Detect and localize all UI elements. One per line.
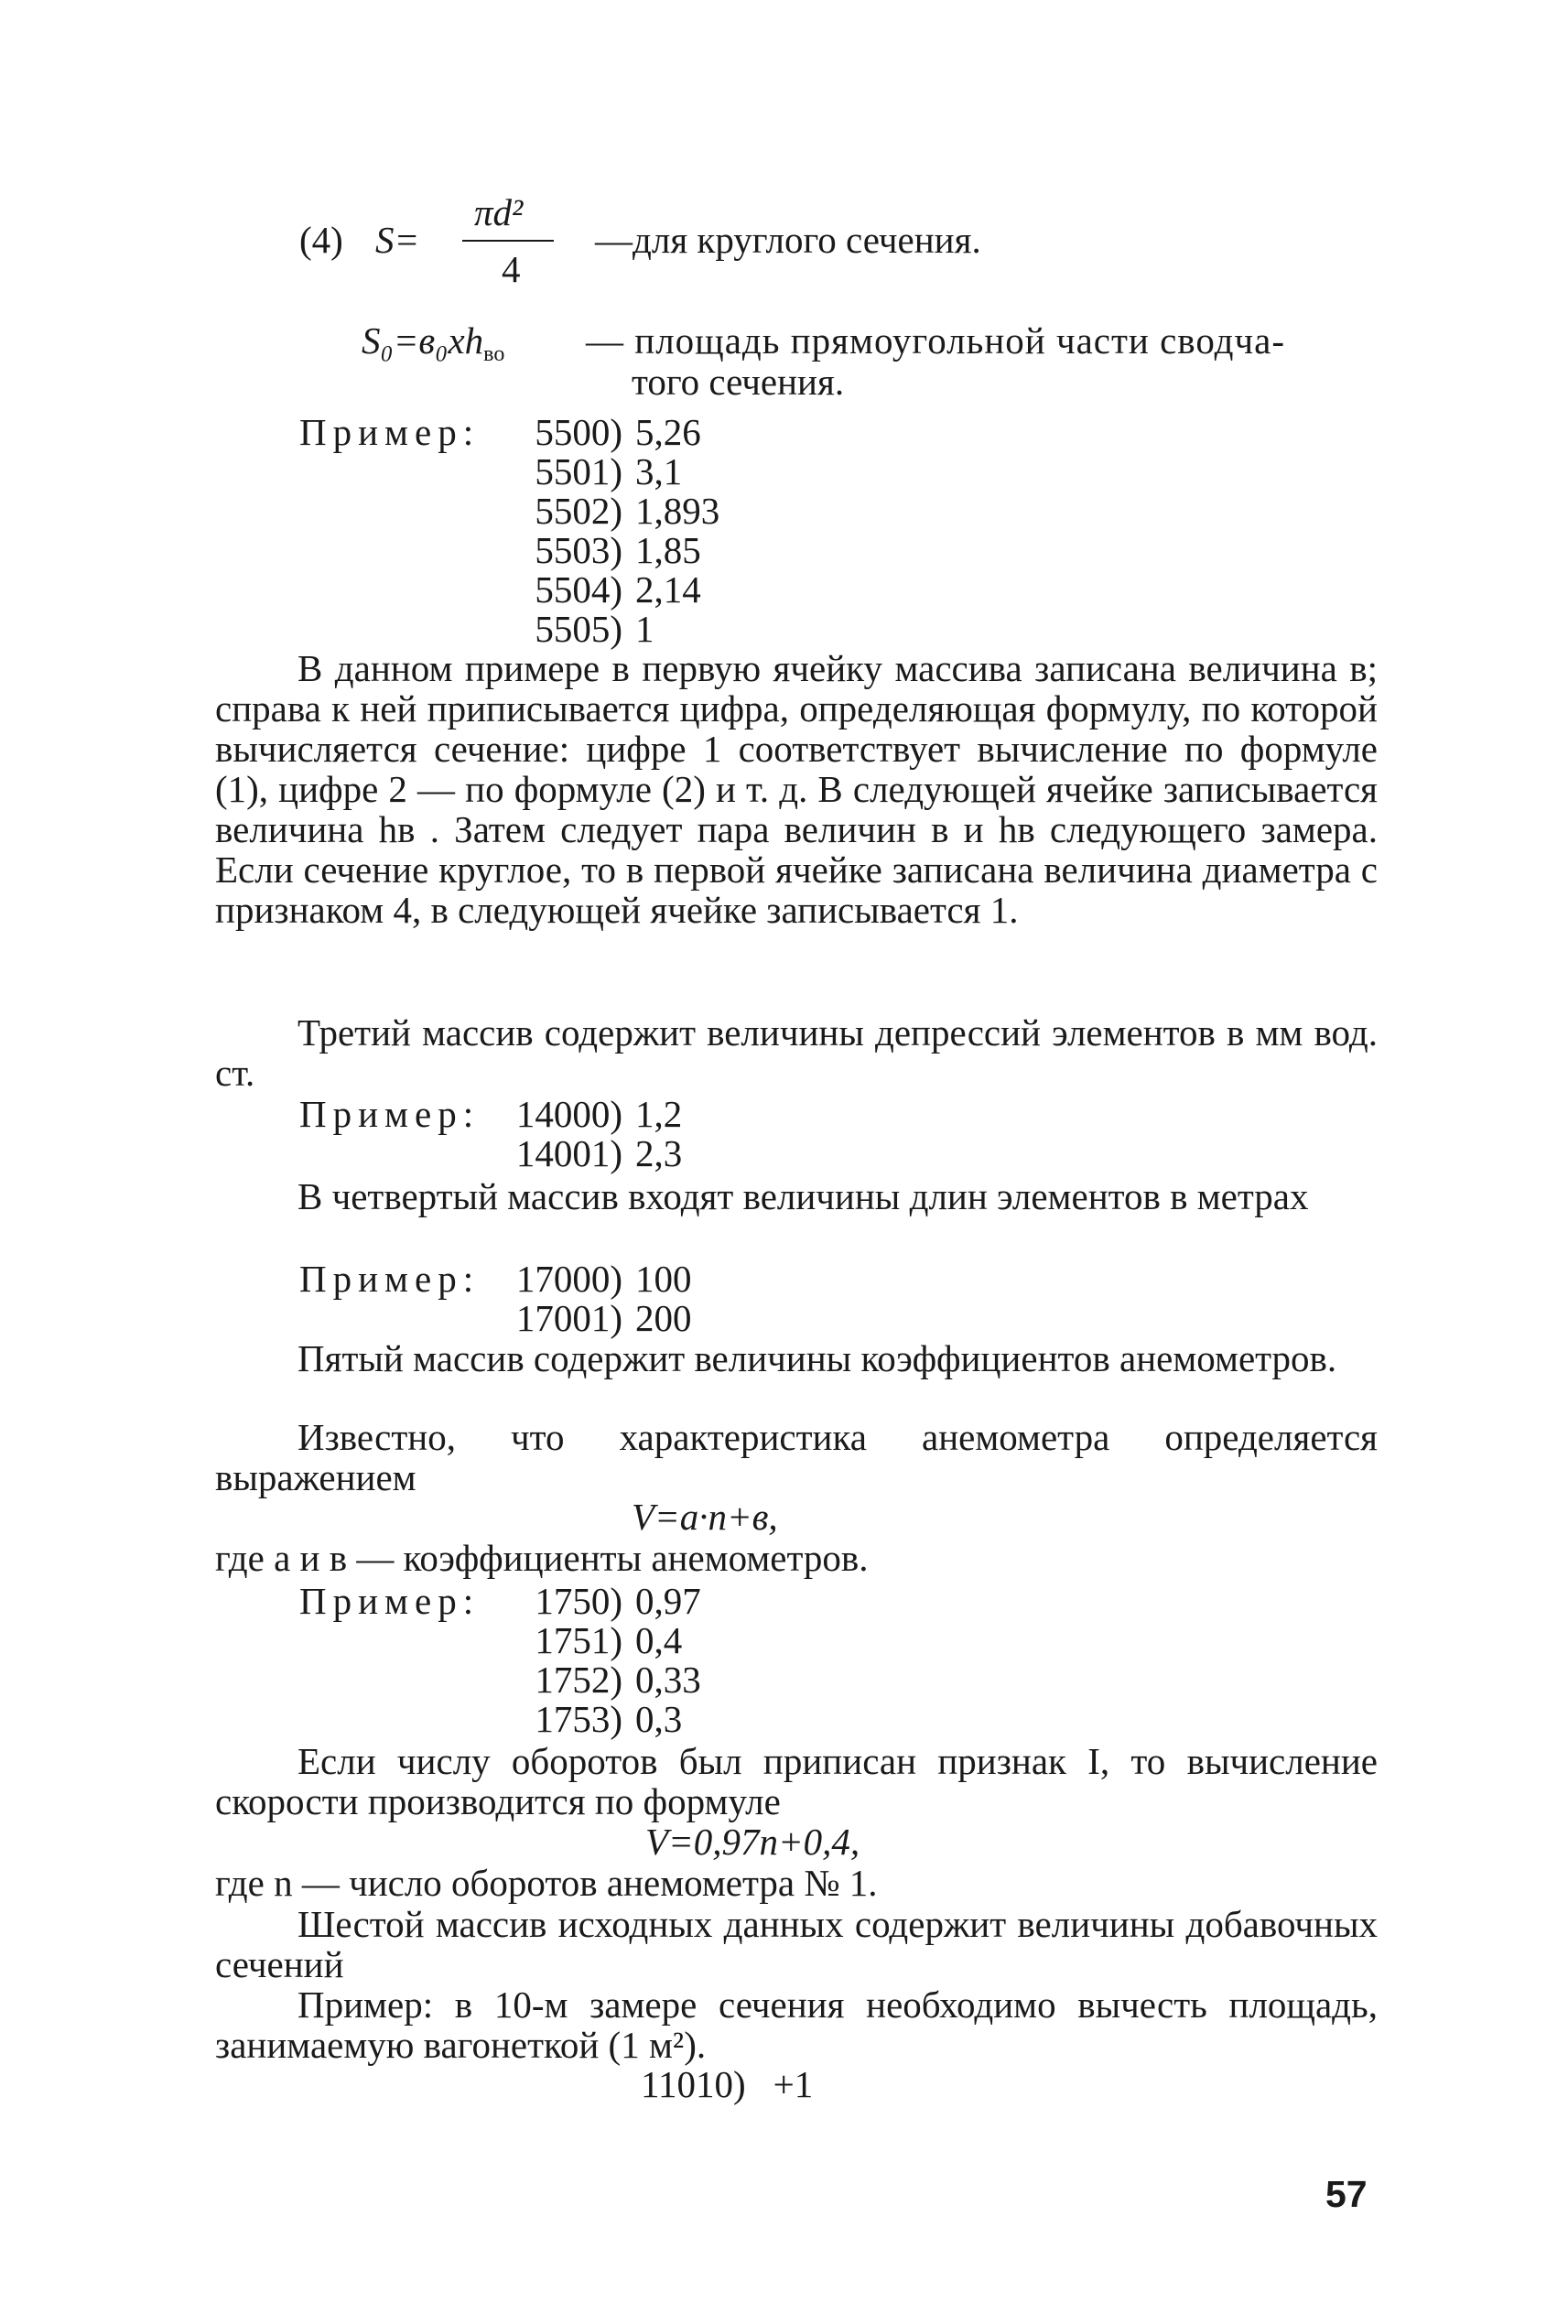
paragraph-anemometer: Известно, что характеристика анемометра определяется выражением — [215, 1416, 1378, 1498]
fraction-bar — [462, 240, 554, 242]
example-label-1: Пример: — [299, 411, 481, 453]
example1-row: 5504) 2,14 — [535, 568, 701, 611]
example5-row: 11010) +1 — [641, 2063, 814, 2105]
paragraph-coefficients: где а и в — коэффициенты анемометров. — [215, 1537, 869, 1579]
example2-row: 14000) 1,2 — [515, 1093, 683, 1135]
example1-row: 5502) 1,893 — [535, 490, 720, 532]
example-label-2: Пример: — [299, 1093, 481, 1135]
formula-v2: V=0,97n+0,4, — [645, 1821, 860, 1863]
example-label-4: Пример: — [299, 1580, 481, 1622]
formula-4-denominator: 4 — [502, 248, 521, 290]
example3-row: 17001) 200 — [515, 1297, 692, 1339]
example1-row: 5500) 5,26 — [535, 411, 701, 453]
paragraph-example-wagon: Пример: в 10-м замере сечения необходимо вычесть площадь, занимаемую вагонеткой (1 м²). — [215, 1984, 1378, 2066]
example3-row: 17000) 100 — [515, 1258, 692, 1300]
example1-row: 5501) 3,1 — [535, 450, 683, 492]
example4-row: 1752) 0,33 — [535, 1659, 701, 1701]
example1-row: 5505) 1 — [535, 608, 654, 650]
page-number: 57 — [1325, 2173, 1368, 2215]
formula-4-label: (4) — [299, 219, 343, 261]
formula-s0-description-2: того сечения. — [632, 361, 845, 403]
example1-row: 5503) 1,85 — [535, 529, 701, 571]
formula-s0-description-1: — площадь прямоугольной части сводча- — [586, 319, 1286, 362]
paragraph-array-description: В данном примере в первую ячейку массива записана величина в; справа к ней приписывается цифра, определяющая формулу, по которой вычисляется сечение: цифре 1 соответствует вычисление по формуле (1), цифре 2 — по формуле (2) и т. д. В следующей ячейке записывается величина hв . Затем следует пара величин в и hв следующего замера. Если сечение круглое, то в первой ячейке записана величина диаметра с признаком 4, в следующей ячейке записывается 1. — [215, 647, 1378, 931]
paragraph-third-array: Третий массив содержит величины депрессий элементов в мм вод. ст. — [215, 1011, 1378, 1094]
paragraph-revolutions: где n — число оборотов анемометра № 1. — [215, 1862, 878, 1904]
formula-4-description: —для круглого сечения. — [595, 219, 981, 261]
example4-row: 1750) 0,97 — [535, 1580, 701, 1622]
paragraph-sixth-array: Шестой массив исходных данных содержит величины добавочных сечений — [215, 1903, 1378, 1985]
formula-s0: $S_0=в_0xh_{во}$ — [362, 319, 505, 366]
paragraph-fourth-array: В четвертый массив входят величины длин элементов в метрах — [297, 1175, 1309, 1217]
paragraph-speed-formula: Если числу оборотов был приписан признак I, то вычисление скорости производится по формуле — [215, 1740, 1378, 1822]
formula-4-numerator: πd² — [474, 191, 524, 233]
example-label-3: Пример: — [299, 1258, 481, 1300]
paragraph-fifth-array: Пятый массив содержит величины коэффициентов анемометров. — [297, 1337, 1337, 1379]
formula-4-lhs: S= — [375, 219, 420, 261]
example4-row: 1753) 0,3 — [535, 1698, 683, 1740]
example4-row: 1751) 0,4 — [535, 1619, 683, 1661]
example2-row: 14001) 2,3 — [515, 1132, 683, 1174]
formula-v: V=a·n+в, — [632, 1496, 778, 1538]
